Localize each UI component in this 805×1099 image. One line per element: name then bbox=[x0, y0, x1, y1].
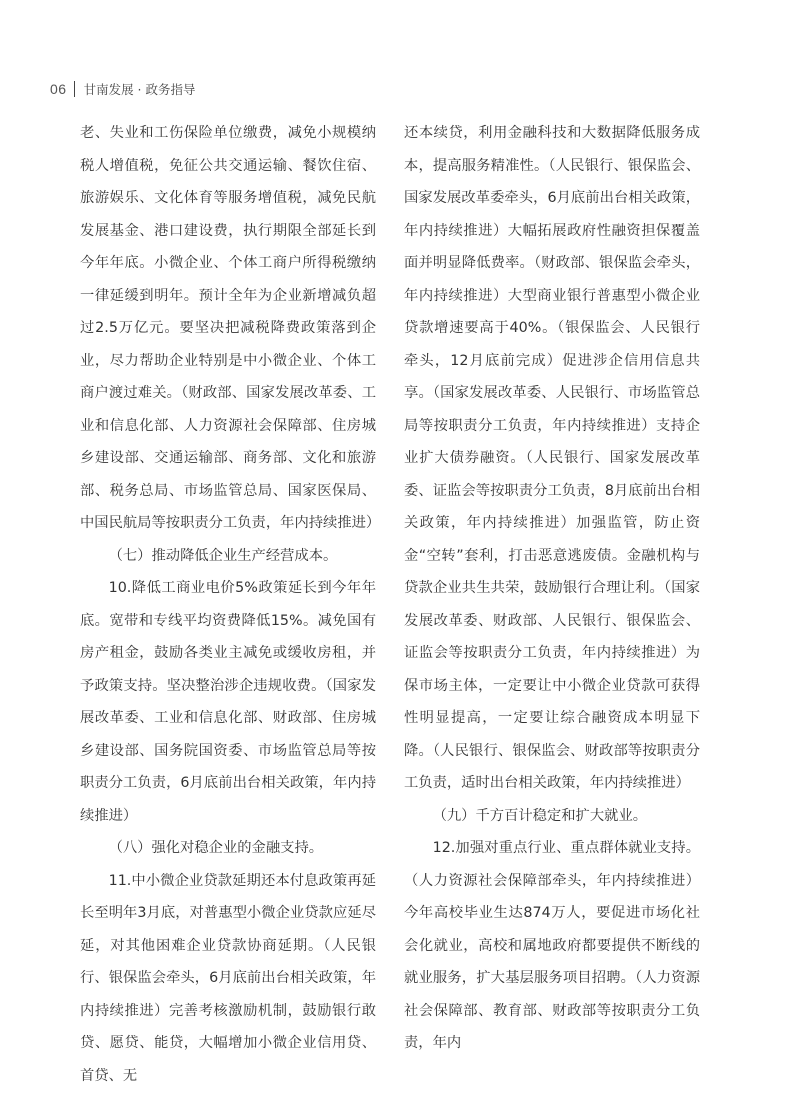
body-paragraph: 11.中小微企业贷款延期还本付息政策再延长至明年3月底，对普惠型小微企业贷款应延尽延，对其他困难企业贷款协商延期。（人民银行、银保监会牵头，6月底前出台相关政策，年内持续推进）完善考核激励机制，鼓励银行敢贷、愿贷、能贷，大幅增加小微企业信用贷、首贷、无 bbox=[80, 872, 376, 1084]
section-heading: （九）千方百计稳定和扩大就业。 bbox=[432, 807, 648, 824]
body-paragraph: 12.加强对重点行业、重点群体就业支持。（人力资源社会保障部牵头，年内持续推进）今年高校毕业生达874万人，要促进市场化社会化就业，高校和属地政府都要提供不断线的就业服务，扩大基层服务项目招聘。（人力资源社会保障部、教育部、财政部等按职责分工负责，年内 bbox=[404, 840, 700, 1051]
body-paragraph: 10.降低工商业电价5%政策延长到今年年底。宽带和专线平均资费降低15%。减免国有房产租金，鼓励各类业主减免或缓收房租，并予政策支持。坚决整治涉企违规收费。（国家发展改革委、工业和信息化部、财政部、住房城乡建设部、国务院国资委、市场监管总局等按职责分工负责，6月底前出台相关政策，年内持续推进） bbox=[80, 580, 376, 824]
running-header bbox=[50, 79, 196, 99]
publication-title: 甘南发展 · 政务指导 bbox=[83, 82, 196, 97]
left-column bbox=[80, 117, 381, 1092]
section-heading: （七）推动降低企业生产经营成本。 bbox=[108, 547, 338, 564]
page-number: 06 bbox=[50, 81, 67, 97]
header-divider bbox=[74, 81, 75, 97]
section-heading: （八）强化对稳企业的金融支持。 bbox=[108, 840, 324, 856]
right-column bbox=[404, 117, 700, 1060]
body-paragraph: 还本续贷，利用金融科技和大数据降低服务成本，提高服务精准性。（人民银行、银保监会、国家发展改革委牵头，6月底前出台相关政策，年内持续推进）大幅拓展政府性融资担保覆盖面并明显降低费率。（财政部、银保监会牵头，年内持续推进）大型商业银行普惠型小微企业贷款增速要高于40%。（银保监会、人民银行牵头，12月底前完成）促进涉企信用信息共享。（国家发展改革委、人民银行、市场监管总局等按职责分工负责，年内持续推进）支持企业扩大债券融资。（人民银行、国家发展改革委、证监会等按职责分工负责，8月底前出台相关政策，年内持续推进）加强监管，防止资金“空转”套利，打击恶意逃废债。金融机构与贷款企业共生共荣，鼓励银行合理让利。（国家发展改革委、财政部、人民银行、银保监会、证监会等按职责分工负责，年内持续推进）为保市场主体，一定要让中小微企业贷款可获得性明显提高，一定要让综合融资成本明显下降。（人民银行、银保监会、财政部等按职责分工负责，适时出台相关政策，年内持续推进） bbox=[404, 125, 700, 791]
body-paragraph: 老、失业和工伤保险单位缴费，减免小规模纳税人增值税，免征公共交通运输、餐饮住宿、旅游娱乐、文化体育等服务增值税，减免民航发展基金、港口建设费，执行期限全部延长到今年年底。小微企业、个体工商户所得税缴纳一律延缓到明年。预计全年为企业新增减负超过2.5万亿元。要坚决把减税降费政策落到企业，尽力帮助企业特别是中小微企业、个体工商户渡过难关。（财政部、国家发展改革委、工业和信息化部、人力资源社会保障部、住房城乡建设部、交通运输部、商务部、文化和旅游部、税务总局、市场监管总局、国家医保局、中国民航局等按职责分工负责，年内持续推进） bbox=[80, 125, 381, 531]
